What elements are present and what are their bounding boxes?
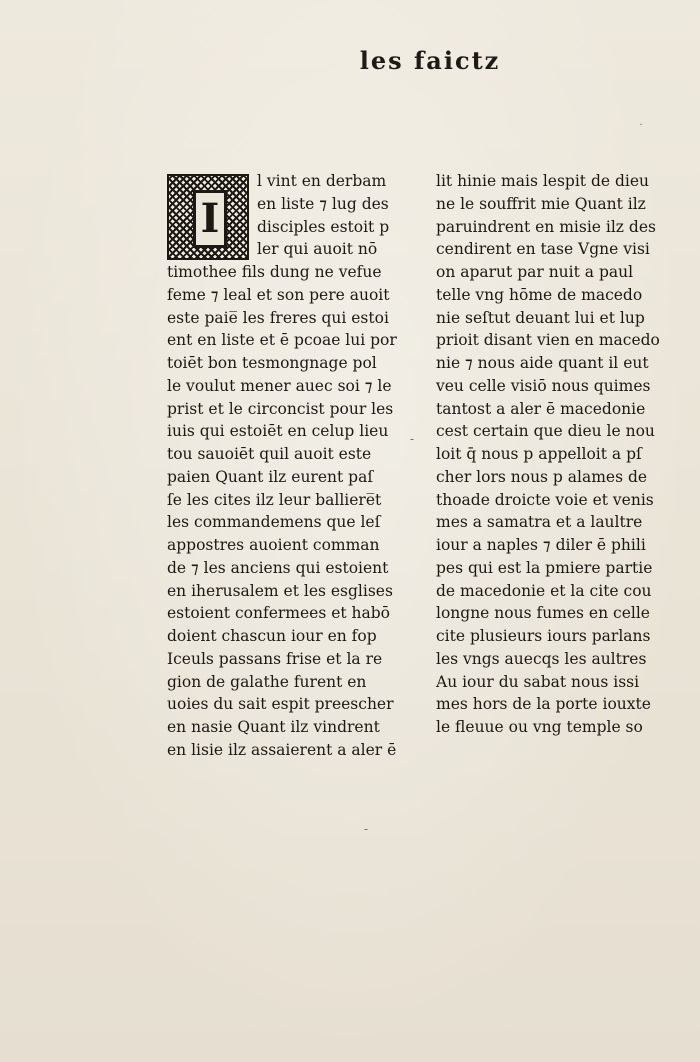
text-line: longne nous fumes en celle — [436, 604, 650, 623]
text-line: veu celle visiō nous quimes — [436, 376, 651, 395]
text-line: de macedonie et la cite cou — [436, 581, 652, 600]
text-line: cest certain que dieu le nou — [436, 422, 655, 441]
text-line: on aparut par nuit a paul — [436, 263, 634, 281]
text-line: cite plusieurs iours parlans — [436, 627, 651, 645]
text-line: doient chascun iour en fop — [167, 627, 377, 645]
text-line: paruindrent en misie ilz des — [436, 217, 656, 236]
text-line: ſe les cites ilz leur balliere̅t — [167, 490, 382, 509]
text-line: iuis qui estoiēt en celup lieu — [167, 422, 389, 441]
text-line: cher lors nous p alames de — [436, 467, 648, 486]
text-line: les vngs auecqs les aultres — [436, 649, 647, 668]
text-line: lit hinie mais lespit de dieu — [436, 172, 650, 190]
text-line: cendirent en tase Vgne visi — [436, 240, 650, 259]
text-line: prioit disant vien en macedo — [436, 331, 660, 350]
text-line: mes a samatra et a laultre — [436, 513, 643, 532]
left-column — [167, 170, 397, 762]
text-line: timothee fils dung ne vefue — [167, 263, 382, 281]
text-line: en lisie ilz assaierent a aler ē — [167, 740, 397, 759]
margin-mark: - — [410, 432, 415, 446]
text-line: disciples estoit p — [257, 217, 390, 236]
decorated-initial — [167, 174, 249, 260]
text-line: feme ⁊ leal et son pere auoit — [167, 285, 390, 304]
text-line: de ⁊ les anciens qui estoient — [167, 558, 389, 577]
text-line: en nasie Quant ilz vindrent — [167, 718, 380, 736]
text-line: nie seſtut deuant lui et lup — [436, 308, 645, 327]
text-line: nie ⁊ nous aide quant il eut — [436, 354, 649, 372]
text-line: ne le souffrit mie Quant ilz — [436, 194, 646, 213]
text-line: telle vng hōme de macedo — [436, 285, 643, 304]
text-line: pes qui est la pmiere partie — [436, 558, 653, 577]
text-line: le voulut mener auec soi ⁊ le — [167, 376, 392, 395]
text-line: en liste ⁊ lug des — [257, 194, 389, 213]
text-line: este paie̅ les freres qui estoi — [167, 308, 389, 327]
text-line: tou sauoiēt quil auoit este — [167, 445, 372, 463]
text-line: toiēt bon tesmongnage pol — [167, 354, 377, 372]
text-line: uoies du sait espit preescher — [167, 695, 394, 714]
text-line: le fleuue ou vng temple so — [436, 718, 643, 736]
text-line: ler qui auoit nō — [257, 240, 378, 259]
initial-letter: I — [193, 190, 227, 248]
text-line: Au iour du sabat nous issi — [436, 672, 640, 691]
text-line: ent en liste et ē pcoae lui por — [167, 331, 397, 350]
text-line: en iherusalem et les esglises — [167, 581, 393, 600]
text-line: les commandemens que leſ — [167, 513, 381, 532]
text-line: paien Quant ilz eurent paſ — [167, 467, 374, 486]
margin-mark: ˙ — [638, 122, 644, 136]
text-line: gion de galathe furent en — [167, 672, 367, 691]
right-column — [436, 170, 658, 739]
running-head: les faictz — [359, 46, 501, 75]
text-line: mes hors de la porte iouxte — [436, 695, 651, 714]
text-line: appostres auoient comman — [167, 536, 380, 554]
text-line: loit q̄ nous p appelloit a pſ — [436, 445, 642, 463]
text-line: tantost a aler ē macedonie — [436, 399, 646, 418]
text-line: l vint en derbam — [257, 172, 387, 190]
margin-mark: - — [364, 822, 369, 836]
text-line: iour a naples ⁊ diler ē phili — [436, 536, 646, 554]
text-line: estoient confermees et habō — [167, 604, 391, 623]
text-line: prist et le circoncist pour les — [167, 399, 394, 418]
text-line: Iceuls passans frise et la re — [167, 649, 383, 668]
text-line: thoade droicte voie et venis — [436, 490, 654, 509]
